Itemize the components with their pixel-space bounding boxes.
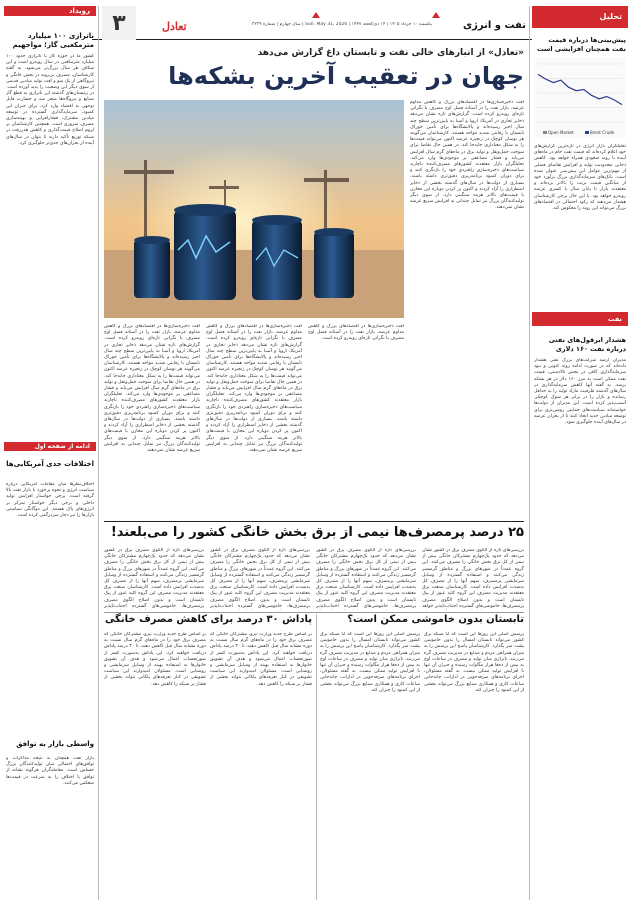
left-section-tag: رویداد: [4, 6, 96, 16]
sidebar-body: تحلیلگران بازار انرژی در تازه‌ترین گزارش‌های خود اعلام کرده‌اند که قیمت نفت خام در ماه‌های آینده با روند صعودی همراه خواهد بود. کاهش ذخایر، محدودیت تولید و افزایش تقاضای فصلی از مهم‌ترین عوامل این پیش‌بینی عنوان شده است. بانک‌های سرمایه‌گذاری بزرگ برآورد خود از میانگین قیمت برنت را بالاتر برده‌اند و معتقدند بازار تا پایان سال با کسری عرضه روبه‌رو خواهد بود. با این حال برخی کارشناسان هشدار می‌دهند که رکود احتمالی در اقتصادهای بزرگ می‌تواند این روند را معکوس کند.: [534, 144, 626, 212]
oil-barrels-photo: [104, 100, 404, 318]
header-bar: [92, 6, 532, 40]
subhead-outage: تابستان بدون خاموشی ممکن است؟: [347, 614, 524, 625]
chart-legend-swatch: [543, 131, 547, 134]
price-chart-svg: [534, 58, 626, 138]
left-title-3: واسطی بازار به توافق: [16, 740, 94, 748]
bottom-body-col-4: بررسی‌های تازه از الگوی مصرف برق در کشور نشان می‌دهد که حدود یک‌چهارم مشترکان خانگی بیش از نیمی از کل برق بخش خانگی را مصرف می‌کنند. این گروه عمدتاً در شهرهای بزرگ و مناطق گرمسیر زندگی می‌کنند و استفاده گسترده از وسایل سرمایشی پرمصرف، سهم آنها را از مصرف کل به‌شدت افزایش داده است. کارشناسان صنعت برق معتقدند مدیریت مصرف این گروه کلید عبور از پیک تابستان است و بدون اصلاح الگوی مصرف پرمصرف‌ها، خاموشی‌های گسترده اجتناب‌ناپذیر خواهد: [422, 548, 524, 609]
bottom-body-col-1: بررسی‌های تازه از الگوی مصرف برق در کشور نشان می‌دهد که حدود یک‌چهارم مشترکان خانگی بیش از نیمی از کل برق بخش خانگی را مصرف می‌کنند. این گروه عمدتاً در شهرهای بزرگ و مناطق گرمسیر زندگی می‌کنند و استفاده گسترده از وسایل سرمایشی پرمصرف، سهم آنها را از مصرف کل به‌شدت افزایش داده است. کارشناسان صنعت برق معتقدند مدیریت مصرف این گروه کلید عبور از پیک تابستان است و بدون اصلاح الگوی مصرف پرمصرف‌ها، خاموشی‌های گسترده اجتناب‌ناپذیر: [104, 548, 204, 609]
logo-triangle-icon: [432, 12, 440, 18]
right-divider: [529, 6, 530, 900]
bottom-sub-rule: [104, 612, 524, 613]
logo: تعادل: [162, 20, 187, 33]
bottom-mid-rule: [316, 614, 317, 900]
bottom-body-col-2: بررسی‌های تازه از الگوی مصرف برق در کشور نشان می‌دهد که حدود یک‌چهارم مشترکان خانگی بیش از نیمی از کل برق بخش خانگی را مصرف می‌کنند. این گروه عمدتاً در شهرهای بزرگ و مناطق گرمسیر زندگی می‌کنند و استفاده گسترده از وسایل سرمایشی پرمصرف، سهم آنها را از مصرف کل به‌شدت افزایش داده است. کارشناسان صنعت برق معتقدند مدیریت مصرف این گروه کلید عبور از پیک تابستان است و بدون اصلاح الگوی مصرف پرمصرف‌ها، خاموشی‌های گسترده اجتناب‌ناپذیر: [210, 548, 310, 609]
left-continued-tag: ادامه از صفحه اول: [4, 442, 96, 451]
left-title: ناترازی ۱۰۰ میلیارد مترمکعبی گاز؛ مواجهیم: [12, 32, 94, 49]
left-body: کشور ما در حوزه گاز با ناترازی حدود ۱۰۰ میلیارد مترمکعبی در سال روبه‌رو است و این شکاف هر سال بزرگ‌تر می‌شود. به گفته کارشناسان، مصرف بی‌رویه در بخش خانگی و نیروگاهی از یک سو و افت تولید میادین قدیمی از سوی دیگر این وضعیت را پدید آورده است. در زمستان‌های گذشته این ناترازی به قطع گاز صنایع و نیروگاه‌ها منجر شد و خسارت قابل توجهی به اقتصاد وارد کرد. برای جبران این کمبود، سرمایه‌گذاری گسترده در توسعه میادین مشترک، فشارافزایی و بهینه‌سازی مصرف ضروری است. همچنین کارشناسان بر لزوم اصلاح قیمت‌گذاری و کاهش هدررفت در شبکه توزیع تأکید دارند تا بتوان در سال‌های آینده از بحران‌های جدی‌تر جلوگیری کرد.: [6, 54, 94, 146]
right-sidebar: [532, 6, 628, 900]
reward-body-col-2: بر اساس طرح جدید وزارت نیرو، مشترکان خانگی که مصرف برق خود را در ماه‌های گرم سال نسبت به دوره مشابه سال قبل کاهش دهند، تا ۳۰ درصد پاداش دریافت خواهند کرد. این پاداش به‌صورت کسر از صورتحساب اعمال می‌شود و هدف آن تشویق خانوارها به استفاده بهینه از وسایل سرمایشی و روشنایی است. مسئولان امیدوارند این سیاست تشویقی در کنار تعرفه‌های پلکانی بتواند بخشی از فشار بر شبکه را کاهش دهد.: [104, 632, 206, 687]
sidebar-tag-2: نفت: [532, 312, 628, 326]
page-number-box: [102, 6, 136, 40]
bottom-body-col-3: بررسی‌های تازه از الگوی مصرف برق در کشور نشان می‌دهد که حدود یک‌چهارم مشترکان خانگی بیش از نیمی از کل برق بخش خانگی را مصرف می‌کنند. این گروه عمدتاً در شهرهای بزرگ و مناطق گرمسیر زندگی می‌کنند و استفاده گسترده از وسایل سرمایشی پرمصرف، سهم آنها را از مصرف کل به‌شدت افزایش داده است. کارشناسان صنعت برق معتقدند مدیریت مصرف این گروه کلید عبور از پیک تابستان است و بدون اصلاح الگوی مصرف پرمصرف‌ها، خاموشی‌های گسترده اجتناب‌ناپذیر: [316, 548, 416, 609]
chart-series-line: [538, 74, 622, 104]
left-title-2: اختلافات جدی آمریکایی‌ها: [6, 460, 94, 468]
bottom-headline: ۲۵ درصد پرمصرف‌ها نیمی از برق بخش خانگی کشور را می‌بلعند!: [110, 525, 524, 540]
logo-triangle-icon: [312, 12, 320, 18]
main-body-col-2: افت ذخیره‌سازی‌ها در اقتصادهای بزرگ و کاهش مداوم عرضه، بازار نفت را در آستانه فصل اوج مصرف با نگرانی تازه‌ای روبه‌رو کرده است. گزارش‌های تازه نشان می‌دهد ذخایر تجاری در آمریکا، اروپا و آسیا به پایین‌ترین سطح چند سال اخیر رسیده‌اند و پالایشگاه‌ها برای تأمین خوراک تابستان با رقابتی شدید مواجه هستند. کارشناسان می‌گویند هر نوسان کوچک در زنجیره عرضه اکنون می‌تواند قیمت‌ها را به شکل معناداری جابه‌جا کند. در همین حال تقاضا برای سوخت حمل‌ونقل و تولید برق در ماه‌های گرم سال افزایش می‌یابد و فشار مضاعفی بر موجودی‌ها وارد می‌کند. تحلیلگران بازار معتقدند کشورهای مصرف‌کننده ناچارند سیاست‌های ذخیره‌سازی راهبردی خود را بازنگری کنند و برای دوران کمبود برنامه‌ریزی دقیق‌تری داشته باشند. بسیاری از دولت‌ها در سال‌های گذشته بخشی از ذخایر اضطراری را آزاد کردند و اکنون پر کردن دوباره این مخازن با قیمت‌های بالاتر هزینه سنگینی دارد. از سوی دیگر تولیدکنندگان بزرگ نیز تمایل چندانی به افزایش سریع عرضه نشان نمی‌دهند.: [206, 324, 302, 454]
price-chart: [534, 58, 626, 138]
main-kicker: «تعادل» از انبارهای خالی نفت و تابستان داغ گزارش می‌دهد: [257, 48, 524, 58]
left-column: [4, 6, 96, 900]
left-body-2: اختلاف‌نظرها میان مقامات آمریکایی درباره سیاست انرژی و نحوه برخورد با بازار نفت بالا گرفته است. برخی خواستار افزایش تولید داخلی و برخی دیگر خواستار تمرکز بر انرژی‌های پاک هستند. این دوگانگی سیاستی بازارها را نیز دچار سردرگمی کرده است.: [6, 482, 94, 519]
main-bottom-rule: [104, 521, 524, 522]
sidebar-title-2: هشدار ابرقول‌های نفتی درباره نفت ۱۶۰ دلاری: [548, 336, 626, 353]
dateline: یکشنبه ۱۰ خرداد ۱۴۰۵ | ۱۴ ذی‌الحجه ۱۴۴۷ | Sun. May 31, 2026 | سال چهارم | شماره ۳۲۳۹: [251, 22, 432, 27]
main-headline: جهان در تعقیب آخرین بشکه‌ها: [168, 62, 524, 90]
outage-body-col-2: پرسش اصلی این روزها این است که آیا شبکه برق کشور می‌تواند تابستان امسال را بدون خاموشی پشت سر بگذارد. کارشناسان پاسخ این پرسش را به میزان همراهی مردم و صنایع در مدیریت مصرف گره می‌زنند. ناترازی میان تولید و مصرف در ساعات اوج به بیش از ده‌ها هزار مگاوات رسیده و جبران آن تنها با افزایش تولید ممکن نیست. به گفته مسئولان، اجرای برنامه‌های صرفه‌جویی در ادارات، جابه‌جایی ساعات کاری و همکاری صنایع بزرگ می‌تواند بخشی از این کمبود را جبران کند.: [320, 632, 420, 693]
sidebar-body-2: مدیران ارشد شرکت‌های بزرگ نفتی هشدار داده‌اند که در صورت ادامه روند کنونی و نبود سرمایه‌گذاری کافی در بخش بالادستی، قیمت نفت ممکن است به مرز ۱۶۰ دلار در هر بشکه برسد. به گفته آنها کاهش سرمایه‌گذاری در سال‌های گذشته ظرفیت مازاد تولید را به حداقل رسانده و بازار را در برابر هر شوک کوچکی آسیب‌پذیر کرده است. این مدیران از دولت‌ها خواسته‌اند سیاست‌های حمایتی روشن‌تری برای توسعه میادین جدید اتخاذ کنند تا از بحران عرضه در سال‌های آینده جلوگیری شود.: [534, 358, 626, 426]
chart-legend-label: Brent Crude: [590, 130, 615, 135]
subhead-reward: پاداش ۳۰ درصد برای کاهش مصرف خانگی: [104, 614, 312, 625]
page-number: ۳: [112, 10, 126, 36]
main-body-col-1: افت ذخیره‌سازی‌ها در اقتصادهای بزرگ و کاهش مداوم عرضه، بازار نفت را در آستانه فصل اوج مصرف با نگرانی تازه‌ای روبه‌رو کرده است. گزارش‌های تازه نشان می‌دهد ذخایر تجاری در آمریکا، اروپا و آسیا به پایین‌ترین سطح چند سال اخیر رسیده‌اند و پالایشگاه‌ها برای تأمین خوراک تابستان با رقابتی شدید مواجه هستند. کارشناسان می‌گویند هر نوسان کوچک در زنجیره عرضه اکنون می‌تواند قیمت‌ها را به شکل معناداری جابه‌جا کند. در همین حال تقاضا برای سوخت حمل‌ونقل و تولید برق در ماه‌های گرم سال افزایش می‌یابد و فشار مضاعفی بر موجودی‌ها وارد می‌کند. تحلیلگران بازار معتقدند کشورهای مصرف‌کننده ناچارند سیاست‌های ذخیره‌سازی راهبردی خود را بازنگری کنند و برای دوران کمبود برنامه‌ریزی دقیق‌تری داشته باشند. بسیاری از دولت‌ها در سال‌های گذشته بخشی از ذخایر اضطراری را آزاد کردند و اکنون پر کردن دوباره این مخازن با قیمت‌های بالاتر هزینه سنگینی دارد. از سوی دیگر تولیدکنندگان بزرگ نیز تمایل چندانی به افزایش سریع عرضه نشان نمی‌دهند.: [104, 324, 200, 454]
left-body-3: بازار نفت همچنان به نتیجه مذاکرات و توافق‌های احتمالی میان تولیدکنندگان بزرگ حساس است. معامله‌گران هرگونه نشانه از توافق یا اختلاف را به سرعت در قیمت‌ها منعکس می‌کنند.: [6, 756, 94, 786]
chart-legend-swatch: [585, 131, 589, 134]
reward-body-col-1: بر اساس طرح جدید وزارت نیرو، مشترکان خانگی که مصرف برق خود را در ماه‌های گرم سال نسبت به دوره مشابه سال قبل کاهش دهند، تا ۳۰ درصد پاداش دریافت خواهند کرد. این پاداش به‌صورت کسر از صورتحساب اعمال می‌شود و هدف آن تشویق خانوارها به استفاده بهینه از وسایل سرمایشی و روشنایی است. مسئولان امیدوارند این سیاست تشویقی در کنار تعرفه‌های پلکانی بتواند بخشی از فشار بر شبکه را کاهش دهد.: [210, 632, 312, 687]
main-lead: افت ذخیره‌سازی‌ها در اقتصادهای بزرگ و کاهش مداوم عرضه، بازار نفت را در آستانه فصل اوج مصرف با نگرانی تازه‌ای روبه‌رو کرده است. گزارش‌های تازه نشان می‌دهد ذخایر تجاری در آمریکا، اروپا و آسیا به پایین‌ترین سطح چند سال اخیر رسیده‌اند و پالایشگاه‌ها برای تأمین خوراک تابستان با رقابتی شدید مواجه هستند. کارشناسان می‌گویند هر نوسان کوچک در زنجیره عرضه اکنون می‌تواند قیمت‌ها را به شکل معناداری جابه‌جا کند. در همین حال تقاضا برای سوخت حمل‌ونقل و تولید برق در ماه‌های گرم سال افزایش می‌یابد و فشار مضاعفی بر موجودی‌ها وارد می‌کند. تحلیلگران بازار معتقدند کشورهای مصرف‌کننده ناچارند سیاست‌های ذخیره‌سازی راهبردی خود را بازنگری کنند و برای دوران کمبود برنامه‌ریزی دقیق‌تری داشته باشند. بسیاری از دولت‌ها در سال‌های گذشته بخشی از ذخایر اضطراری را آزاد کردند و اکنون پر کردن دوباره این مخازن با قیمت‌های بالاتر هزینه سنگینی دارد. از سوی دیگر تولیدکنندگان بزرگ نیز تمایل چندانی به افزایش سریع عرضه نشان نمی‌دهند.: [410, 100, 524, 211]
oil-barrels-illustration: [104, 100, 404, 318]
main-body-col-3: افت ذخیره‌سازی‌ها در اقتصادهای بزرگ و کاهش مداوم عرضه، بازار نفت را در آستانه فصل اوج مصرف با نگرانی تازه‌ای روبه‌رو کرده است.: [308, 324, 404, 342]
left-divider: [98, 6, 99, 900]
sidebar-title: پیش‌بینی‌ها درباره قیمت نفت همچنان افزایشی است: [537, 36, 626, 53]
section-title: نفت و انرژی: [462, 20, 526, 31]
chart-legend-label: Open Market: [548, 130, 574, 135]
sidebar-tag: تحلیل: [532, 6, 628, 28]
outage-body-col-1: پرسش اصلی این روزها این است که آیا شبکه برق کشور می‌تواند تابستان امسال را بدون خاموشی پشت سر بگذارد. کارشناسان پاسخ این پرسش را به میزان همراهی مردم و صنایع در مدیریت مصرف گره می‌زنند. ناترازی میان تولید و مصرف در ساعات اوج به بیش از ده‌ها هزار مگاوات رسیده و جبران آن تنها با افزایش تولید ممکن نیست. به گفته مسئولان، اجرای برنامه‌های صرفه‌جویی در ادارات، جابه‌جایی ساعات کاری و همکاری صنایع بزرگ می‌تواند بخشی از این کمبود را جبران کند.: [424, 632, 524, 693]
